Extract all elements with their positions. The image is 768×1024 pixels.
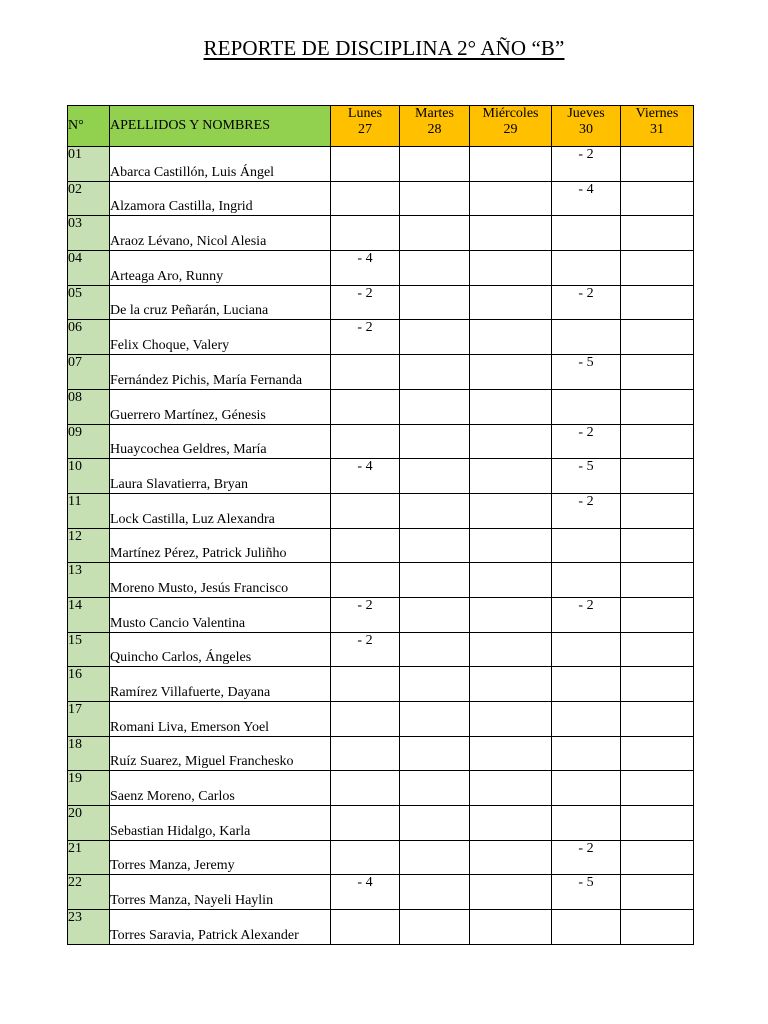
score-cell-wednesday [470,806,552,841]
table-row [68,355,694,390]
score-cell-wednesday [470,147,552,182]
student-name: Torres Manza, Jeremy [110,840,331,875]
score-cell-tuesday [400,632,470,667]
student-number: 06 [68,320,110,355]
score-cell-wednesday [470,563,552,598]
score-cell-wednesday [470,771,552,806]
student-name: De la cruz Peñarán, Luciana [110,285,331,320]
score-cell-monday [331,771,400,806]
table-row [68,389,694,424]
student-number: 01 [68,147,110,182]
score-cell-wednesday [470,667,552,702]
score-cell-thursday [552,806,621,841]
score-cell-thursday [552,910,621,945]
score-cell-monday [331,736,400,771]
student-name: Guerrero Martínez, Génesis [110,389,331,424]
table-row [68,528,694,563]
score-cell-monday [331,840,400,875]
score-cell-wednesday [470,355,552,390]
student-name: Araoz Lévano, Nicol Alesia [110,216,331,251]
score-cell-thursday: - 4 [552,181,621,216]
score-cell-tuesday [400,875,470,910]
score-cell-friday [621,355,694,390]
score-cell-friday [621,702,694,737]
student-number: 22 [68,875,110,910]
score-cell-friday [621,320,694,355]
score-cell-friday [621,771,694,806]
score-cell-monday: - 4 [331,875,400,910]
score-cell-tuesday [400,667,470,702]
student-number: 20 [68,806,110,841]
header-names: APELLIDOS Y NOMBRES [110,106,331,147]
student-name: Laura Slavatierra, Bryan [110,459,331,494]
score-cell-friday [621,563,694,598]
student-name: Alzamora Castilla, Ingrid [110,181,331,216]
score-cell-friday [621,736,694,771]
score-cell-monday [331,355,400,390]
score-cell-thursday: - 2 [552,285,621,320]
table-row [68,910,694,945]
student-number: 10 [68,459,110,494]
score-cell-wednesday [470,736,552,771]
score-cell-tuesday [400,181,470,216]
student-name: Torres Saravia, Patrick Alexander [110,910,331,945]
score-cell-wednesday [470,285,552,320]
student-name: Arteaga Aro, Runny [110,251,331,286]
student-name: Musto Cancio Valentina [110,597,331,632]
score-cell-wednesday [470,597,552,632]
header-row [68,106,694,147]
student-name: Abarca Castillón, Luis Ángel [110,147,331,182]
student-number: 13 [68,563,110,598]
score-cell-thursday [552,320,621,355]
score-cell-thursday: - 5 [552,875,621,910]
score-cell-thursday [552,632,621,667]
student-name: Lock Castilla, Luz Alexandra [110,493,331,528]
score-cell-thursday [552,771,621,806]
header-day-label: Martes [415,106,454,121]
table-row [68,181,694,216]
score-cell-thursday: - 2 [552,424,621,459]
score-cell-friday [621,875,694,910]
score-cell-wednesday [470,528,552,563]
score-cell-friday [621,910,694,945]
table-row [68,459,694,494]
header-day-date: 27 [358,122,372,137]
student-number: 12 [68,528,110,563]
score-cell-tuesday [400,459,470,494]
table-row [68,806,694,841]
table-row [68,320,694,355]
score-cell-tuesday [400,493,470,528]
header-number: N° [68,106,110,147]
student-name: Romani Liva, Emerson Yoel [110,702,331,737]
score-cell-wednesday [470,389,552,424]
student-name: Sebastian Hidalgo, Karla [110,806,331,841]
header-day-date: 28 [427,122,442,137]
score-cell-tuesday [400,528,470,563]
score-cell-monday [331,389,400,424]
score-cell-friday [621,251,694,286]
header-day-thursday [552,106,621,147]
score-cell-thursday: - 2 [552,493,621,528]
score-cell-monday [331,667,400,702]
header-day-label: Miércoles [482,106,539,121]
score-cell-friday [621,285,694,320]
score-cell-thursday [552,251,621,286]
student-number: 08 [68,389,110,424]
table-row [68,216,694,251]
score-cell-monday [331,424,400,459]
score-cell-thursday [552,528,621,563]
discipline-table [67,105,694,945]
score-cell-tuesday [400,840,470,875]
score-cell-tuesday [400,806,470,841]
table-row [68,251,694,286]
header-day-date: 30 [579,122,593,137]
score-cell-monday: - 4 [331,459,400,494]
student-number: 18 [68,736,110,771]
score-cell-wednesday [470,702,552,737]
student-number: 04 [68,251,110,286]
score-cell-tuesday [400,251,470,286]
student-name: Ruíz Suarez, Miguel Franchesko [110,736,331,771]
score-cell-friday [621,632,694,667]
header-day-label: Viernes [635,106,679,121]
page-title: REPORTE DE DISCIPLINA 2° AÑO “B” [203,36,565,60]
score-cell-wednesday [470,459,552,494]
score-cell-wednesday [470,632,552,667]
score-cell-tuesday [400,216,470,251]
student-number: 07 [68,355,110,390]
score-cell-wednesday [470,875,552,910]
score-cell-tuesday [400,320,470,355]
score-cell-monday [331,181,400,216]
score-cell-friday [621,216,694,251]
student-name: Felix Choque, Valery [110,320,331,355]
student-number: 15 [68,632,110,667]
student-number: 17 [68,702,110,737]
table-row [68,597,694,632]
score-cell-monday [331,216,400,251]
header-day-label: Lunes [347,106,383,121]
student-number: 03 [68,216,110,251]
student-number: 21 [68,840,110,875]
score-cell-thursday [552,563,621,598]
score-cell-thursday [552,389,621,424]
score-cell-wednesday [470,840,552,875]
score-cell-monday: - 2 [331,597,400,632]
table-row [68,840,694,875]
score-cell-friday [621,528,694,563]
score-cell-wednesday [470,320,552,355]
student-name: Martínez Pérez, Patrick Juliñho [110,528,331,563]
score-cell-friday [621,424,694,459]
table-row [68,424,694,459]
header-day-friday [621,106,694,147]
student-name: Ramírez Villafuerte, Dayana [110,667,331,702]
score-cell-thursday: - 2 [552,147,621,182]
score-cell-friday [621,181,694,216]
score-cell-wednesday [470,216,552,251]
score-cell-wednesday [470,181,552,216]
student-number: 05 [68,285,110,320]
score-cell-thursday [552,736,621,771]
score-cell-thursday: - 5 [552,355,621,390]
score-cell-thursday [552,216,621,251]
table-row [68,736,694,771]
table-row [68,875,694,910]
score-cell-tuesday [400,771,470,806]
score-cell-tuesday [400,355,470,390]
header-day-label: Jueves [567,106,605,121]
table-row [68,771,694,806]
score-cell-wednesday [470,910,552,945]
score-cell-monday [331,910,400,945]
score-cell-thursday [552,667,621,702]
score-cell-friday [621,389,694,424]
header-day-date: 29 [503,122,518,137]
score-cell-friday [621,147,694,182]
score-cell-thursday [552,702,621,737]
score-cell-friday [621,667,694,702]
score-cell-tuesday [400,424,470,459]
score-cell-monday [331,147,400,182]
score-cell-monday: - 4 [331,251,400,286]
score-cell-monday [331,702,400,737]
table-row [68,667,694,702]
score-cell-monday [331,806,400,841]
student-name: Huaycochea Geldres, María [110,424,331,459]
score-cell-monday [331,563,400,598]
score-cell-tuesday [400,389,470,424]
table-row [68,563,694,598]
student-number: 11 [68,493,110,528]
student-number: 02 [68,181,110,216]
header-day-tuesday [400,106,470,147]
student-name: Torres Manza, Nayeli Haylin [110,875,331,910]
score-cell-monday [331,528,400,563]
student-number: 09 [68,424,110,459]
score-cell-tuesday [400,147,470,182]
score-cell-tuesday [400,563,470,598]
student-number: 19 [68,771,110,806]
header-day-monday [331,106,400,147]
score-cell-tuesday [400,597,470,632]
score-cell-monday [331,493,400,528]
score-cell-thursday: - 2 [552,840,621,875]
score-cell-friday [621,806,694,841]
score-cell-thursday: - 5 [552,459,621,494]
table-row [68,493,694,528]
table-body [68,147,694,945]
score-cell-tuesday [400,285,470,320]
table-row [68,147,694,182]
score-cell-thursday: - 2 [552,597,621,632]
score-cell-tuesday [400,736,470,771]
score-cell-monday: - 2 [331,632,400,667]
header-day-date: 31 [650,122,664,137]
table-row [68,702,694,737]
score-cell-friday [621,597,694,632]
student-name: Quincho Carlos, Ángeles [110,632,331,667]
score-cell-friday [621,459,694,494]
score-cell-friday [621,493,694,528]
student-number: 14 [68,597,110,632]
student-name: Fernández Pichis, María Fernanda [110,355,331,390]
score-cell-wednesday [470,251,552,286]
header-day-wednesday [470,106,552,147]
student-name: Moreno Musto, Jesús Francisco [110,563,331,598]
table-row [68,285,694,320]
score-cell-wednesday [470,493,552,528]
score-cell-wednesday [470,424,552,459]
score-cell-friday [621,840,694,875]
score-cell-tuesday [400,910,470,945]
student-number: 23 [68,910,110,945]
table-row [68,632,694,667]
score-cell-monday: - 2 [331,285,400,320]
student-name: Saenz Moreno, Carlos [110,771,331,806]
student-number: 16 [68,667,110,702]
score-cell-tuesday [400,702,470,737]
score-cell-monday: - 2 [331,320,400,355]
